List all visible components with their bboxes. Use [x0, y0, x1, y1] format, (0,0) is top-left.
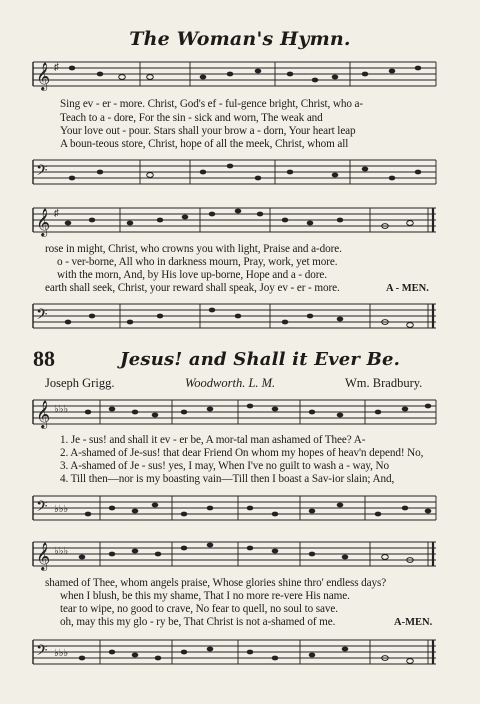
svg-text:♭♭♭: ♭♭♭ [54, 504, 69, 515]
hymn1-lyric-line-3: Your love out - pour. Stars shall your brow a - dorn, Your heart leap [60, 125, 356, 137]
hymn1-lyric-line-5: rose in might, Christ, who crowns you with light, Praise and a-dore. [45, 243, 342, 255]
hymn-number: 88 [33, 346, 55, 371]
hymn1-lyric-line-1: Sing ev - er - more. Christ, God's ef - ful-gence bright, Christ, who a- [60, 98, 364, 110]
svg-text:𝄢: 𝄢 [36, 306, 48, 327]
hymn2-title: Jesus! and Shall it Ever Be. [120, 349, 401, 370]
hymn2-verse-2-line-2: when I blush, be this my shame, That I no more re-vere His name. [60, 590, 350, 602]
hymn2-amen: A-MEN. [394, 617, 433, 628]
hymn2-verse-1-line-2: shamed of Thee, whom angels praise, Whose glories shine thro' endless days? [45, 577, 387, 589]
svg-text:♯: ♯ [54, 208, 59, 219]
hymn1-lyric-line-7: with the morn, And, by His love up-borne, Hope and a - dore. [57, 269, 327, 281]
hymn2-system1-treble-staff [0, 392, 480, 432]
hymn2-tune: Woodworth. L. M. [185, 376, 276, 390]
svg-text:♯: ♯ [54, 62, 59, 73]
hymn2-verse-4-line-1: 4. Till then—nor is my boasting vain—Till then I boast a Sav-ior slain; And, [60, 473, 395, 485]
svg-text:𝄢: 𝄢 [36, 642, 48, 663]
hymn1-lyric-line-4: A boun-teous store, Christ, hope of all the meek, Christ, whom all [60, 138, 349, 150]
hymn1-amen: A - MEN. [386, 283, 429, 294]
hymn2-system1-bass-staff [0, 488, 480, 528]
hymn1-system1-treble-staff [0, 56, 480, 96]
hymn1-lyric-line-6: o - ver-borne, All who in darkness mourn, Pray, work, yet more. [57, 256, 338, 268]
hymn2-verse-4-line-2: oh, may this my glo - ry be, That Christ is not a-shamed of me. [60, 616, 336, 628]
hymn1-system2-treble-staff [0, 200, 480, 240]
hymn1-title: The Woman's Hymn. [129, 28, 351, 50]
svg-text:♭♭♭: ♭♭♭ [54, 648, 69, 659]
svg-text:𝄢: 𝄢 [36, 498, 48, 519]
svg-text:𝄞: 𝄞 [36, 542, 51, 570]
hymn2-author: Joseph Grigg. [45, 376, 115, 390]
svg-text:𝄞: 𝄞 [36, 62, 51, 90]
svg-text:♭♭♭: ♭♭♭ [54, 546, 69, 557]
hymn2-verse-3-line-1: 3. A-shamed of Je - sus! yes, I may, When I've no guilt to wash a - way, No [60, 460, 390, 472]
hymn2-system2-treble-staff [0, 534, 480, 576]
hymn2-composer: Wm. Bradbury. [345, 376, 423, 390]
hymn1-lyric-line-2: Teach to a - dore, For the sin - sick and worn, The weak and [60, 112, 323, 124]
hymn1-system2-bass-staff [0, 298, 480, 338]
svg-text:𝄢: 𝄢 [36, 162, 48, 183]
svg-text:𝄞: 𝄞 [36, 208, 51, 236]
hymn1-lyric-line-8: earth shall seek, Christ, your reward shall speak, Joy ev - er - more. [45, 282, 340, 294]
hymn2-verse-2-line-1: 2. A-shamed of Je-sus! that dear Friend On whom my hopes of heav'n depend! No, [60, 447, 424, 459]
hymn2-verse-3-line-2: tear to wipe, no good to crave, No fear to quell, no soul to save. [60, 603, 338, 615]
hymn2-verse-1-line-1: 1. Je - sus! and shall it ev - er be, A mor-tal man ashamed of Thee? A- [60, 434, 366, 446]
svg-text:♭♭♭: ♭♭♭ [54, 404, 69, 415]
hymn1-system1-bass-staff [0, 152, 480, 192]
hymn2-system2-bass-staff [0, 632, 480, 674]
svg-text:𝄞: 𝄞 [36, 400, 51, 428]
